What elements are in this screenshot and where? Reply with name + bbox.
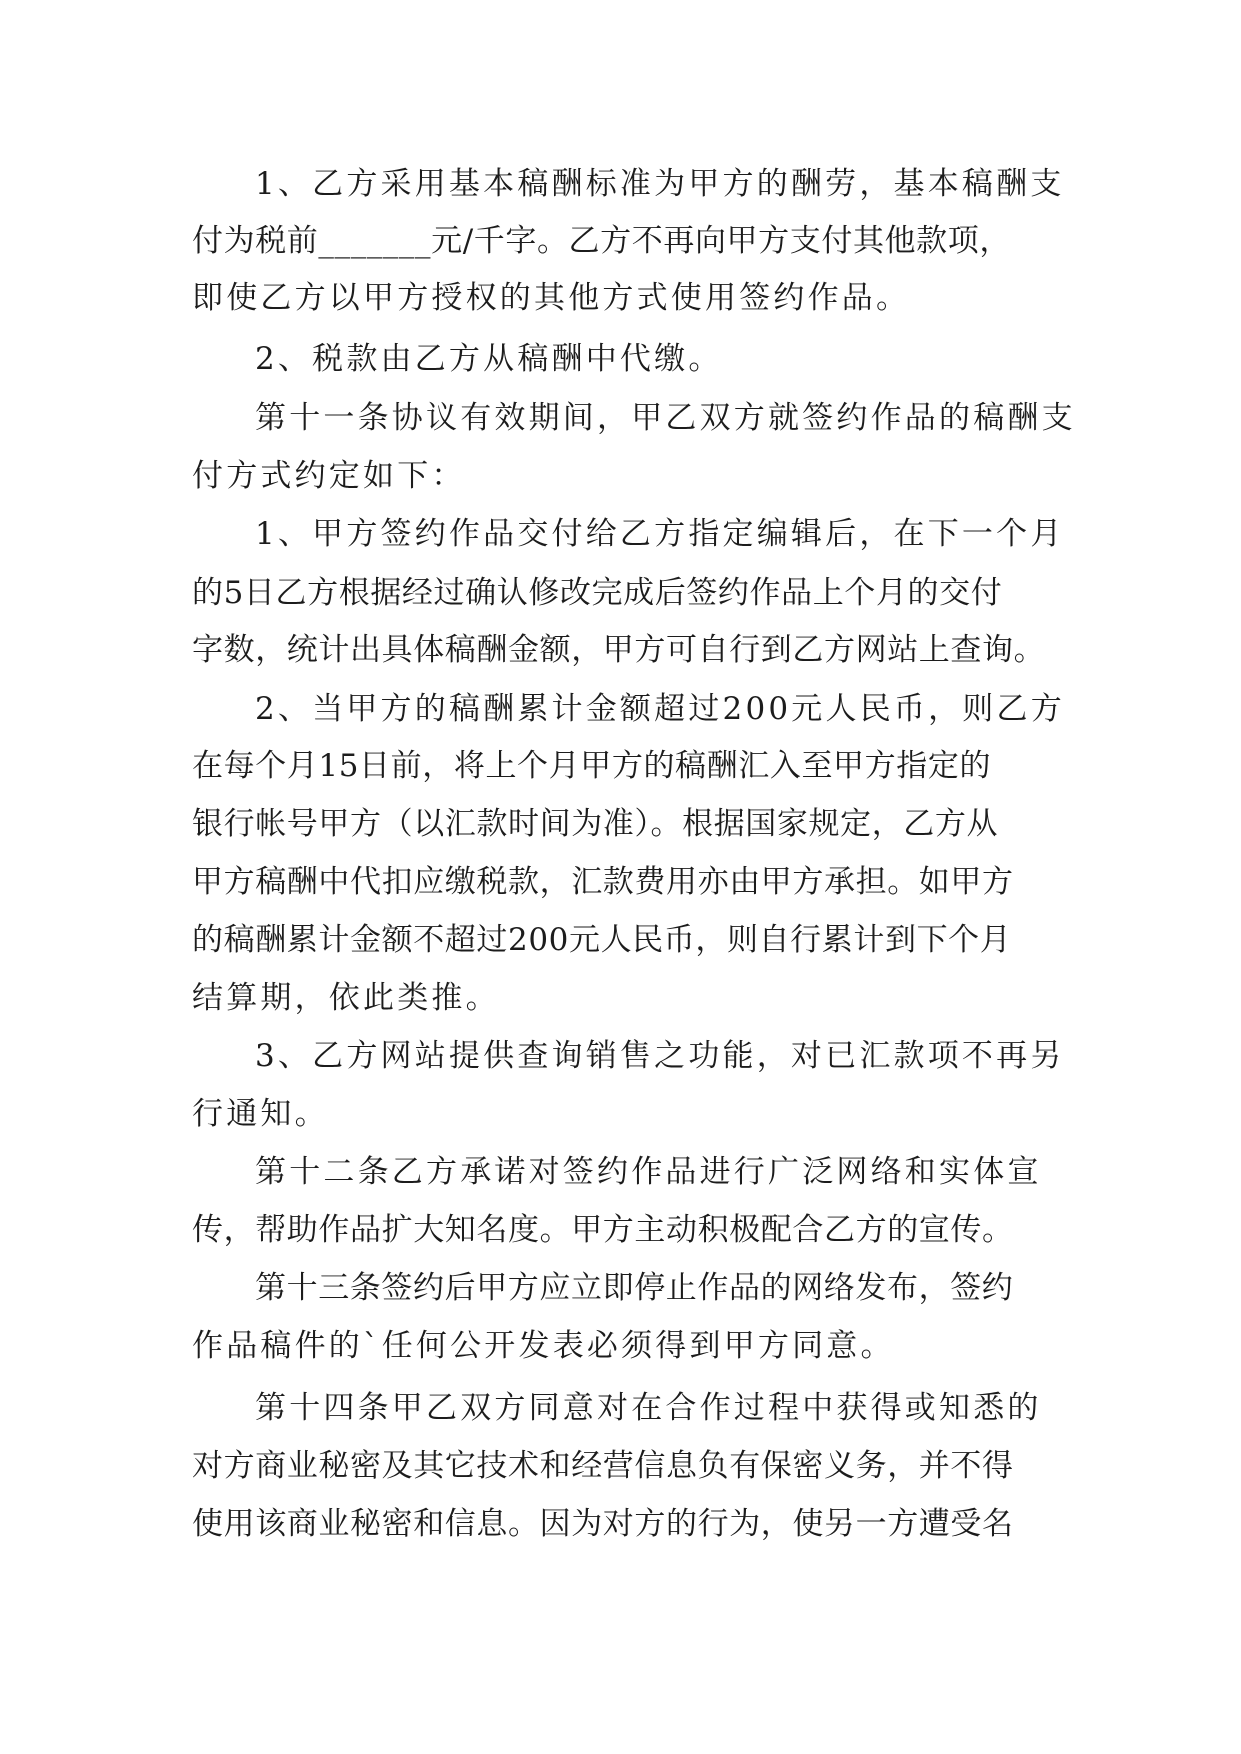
text-line: 的5日乙方根据经过确认修改完成后签约作品上个月的交付 <box>192 575 1003 611</box>
text-line: 第十四条甲乙双方同意对在合作过程中获得或知悉的 <box>255 1390 1042 1426</box>
text-line: 第十三条签约后甲方应立即停止作品的网络发布，签约 <box>255 1270 1014 1306</box>
text-line: 银行帐号甲方（以汇款时间为准）。根据国家规定，乙方从 <box>192 806 999 842</box>
text-line: 对方商业秘密及其它技术和经营信息负有保密义务，并不得 <box>192 1448 1014 1484</box>
text-line: 结算期，依此类推。 <box>192 980 500 1016</box>
text-line: 3、乙方网站提供查询销售之功能，对已汇款项不再另 <box>255 1038 1065 1074</box>
text-line: 2、当甲方的稿酬累计金额超过200元人民币，则乙方 <box>255 691 1065 727</box>
text-line: 甲方稿酬中代扣应缴税款，汇款费用亦由甲方承担。如甲方 <box>192 864 1014 900</box>
text-line: 作品稿件的`任何公开发表必须得到甲方同意。 <box>192 1328 895 1364</box>
text-line: 的稿酬累计金额不超过200元人民币，则自行累计到下个月 <box>192 922 1012 958</box>
text-line: 在每个月15日前，将上个月甲方的稿酬汇入至甲方指定的 <box>192 748 992 784</box>
text-line: 付方式约定如下： <box>192 458 466 494</box>
text-line: 使用该商业秘密和信息。因为对方的行为，使另一方遭受名 <box>192 1506 1014 1542</box>
text-line: 2、税款由乙方从稿酬中代缴。 <box>255 341 723 377</box>
text-line: 1、甲方签约作品交付给乙方指定编辑后，在下一个月 <box>255 516 1065 552</box>
text-line: 传，帮助作品扩大知名度。甲方主动积极配合乙方的宣传。 <box>192 1212 1014 1248</box>
text-line: 付为税前_______元/千字。乙方不再向甲方支付其他款项， <box>192 223 1011 259</box>
text-line: 1、乙方采用基本稿酬标准为甲方的酬劳，基本稿酬支 <box>255 166 1065 202</box>
text-line: 即使乙方以甲方授权的其他方式使用签约作品。 <box>192 280 911 316</box>
text-line: 第十二条乙方承诺对签约作品进行广泛网络和实体宣 <box>255 1154 1042 1190</box>
text-line: 字数，统计出具体稿酬金额，甲方可自行到乙方网站上查询。 <box>192 632 1046 668</box>
text-line: 行通知。 <box>192 1096 329 1132</box>
text-line: 第十一条协议有效期间，甲乙双方就签约作品的稿酬支 <box>255 400 1076 436</box>
